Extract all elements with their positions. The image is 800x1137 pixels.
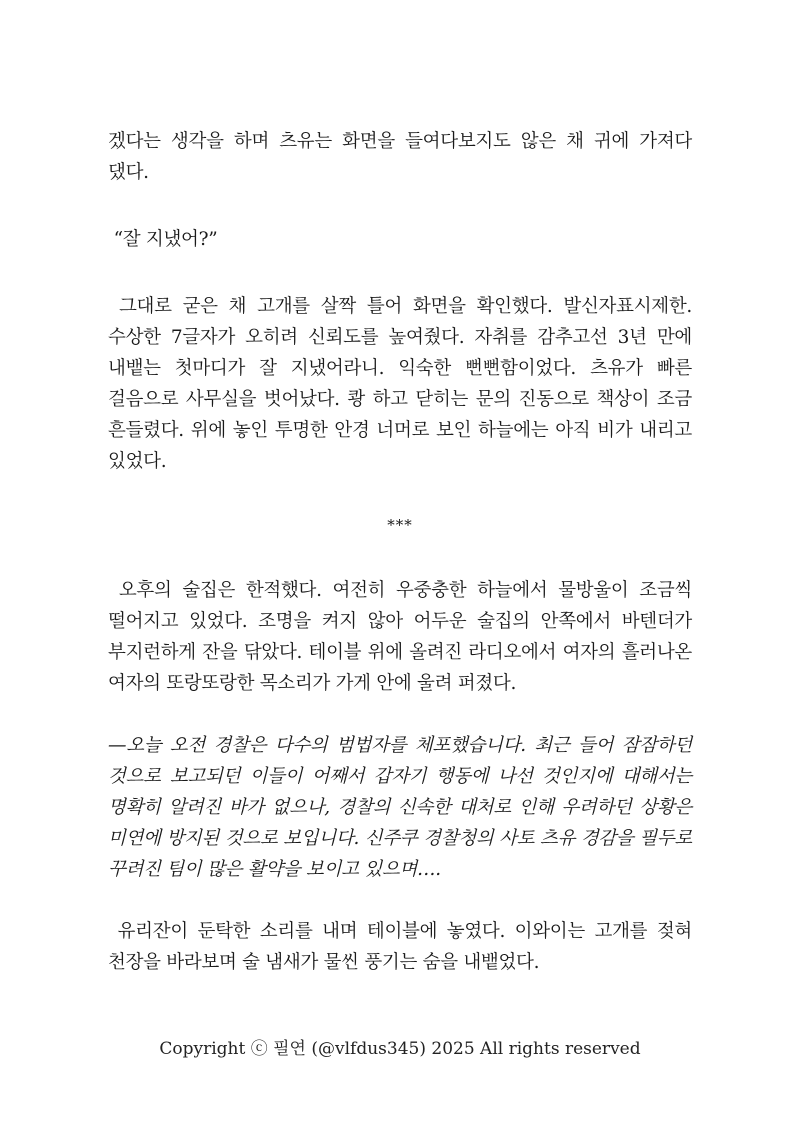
paragraph-dialogue: “잘 지냈어?” (108, 229, 218, 250)
paragraph-1: 겠다는 생각을 하며 츠유는 화면을 들여다보지도 않은 채 귀에 가져다 댔다. (108, 131, 698, 183)
scene-separator: *** (387, 516, 413, 534)
paragraph-6: 유리잔이 둔탁한 소리를 내며 테이블에 놓였다. 이와이는 고개를 젖혀 천장을 바라보며 술 냄새가 물씬 풍기는 숨을 내뱉었다. (108, 921, 698, 973)
paragraph-radio-broadcast: —오늘 오전 경찰은 다수의 범법자를 체포했습니다. 최근 들어 잠잠하던 것으로 보고되던 이들이 어째서 갑자기 행동에 나선 것인지에 대해서는 명확히 알려진 바가 없으나, 경찰의 신속한 대처로 인해 우려하던 상황은 미연에 방지된 것으로 보입니다. 신주쿠 경찰청의 사토 츠유 경감을 필두로 꾸려진 팀이 많은 활약을 보이고 있으며…. (108, 735, 698, 880)
copyright-footer: Copyright ⓒ 필연 (@vlfdus345) 2025 All rights reserved (159, 1039, 641, 1059)
document-body (108, 126, 698, 978)
paragraph-3: 그대로 굳은 채 고개를 살짝 틀어 화면을 확인했다. 발신자표시제한. 수상한 7글자가 오히려 신뢰도를 높여줬다. 자취를 감추고선 3년 만에 내뱉는 첫마디가 잘 지냈어라니. 익숙한 뻔뻔함이었다. 츠유가 빠른 걸음으로 사무실을 벗어났다. 쾅 하고 닫히는 문의 진동으로 책상이 조금 흔들렸다. 위에 놓인 투명한 안경 너머로 보인 하늘에는 아직 비가 내리고 있었다. (108, 296, 698, 472)
paragraph-4: 오후의 술집은 한적했다. 여전히 우중충한 하늘에서 물방울이 조금씩 떨어지고 있었다. 조명을 켜지 않아 어두운 술집의 안쪽에서 바텐더가 부지런하게 잔을 닦았다. 테이블 위에 올려진 라디오에서 여자의 흘러나온 여자의 또랑또랑한 목소리가 가게 안에 울려 퍼졌다. (108, 580, 698, 694)
